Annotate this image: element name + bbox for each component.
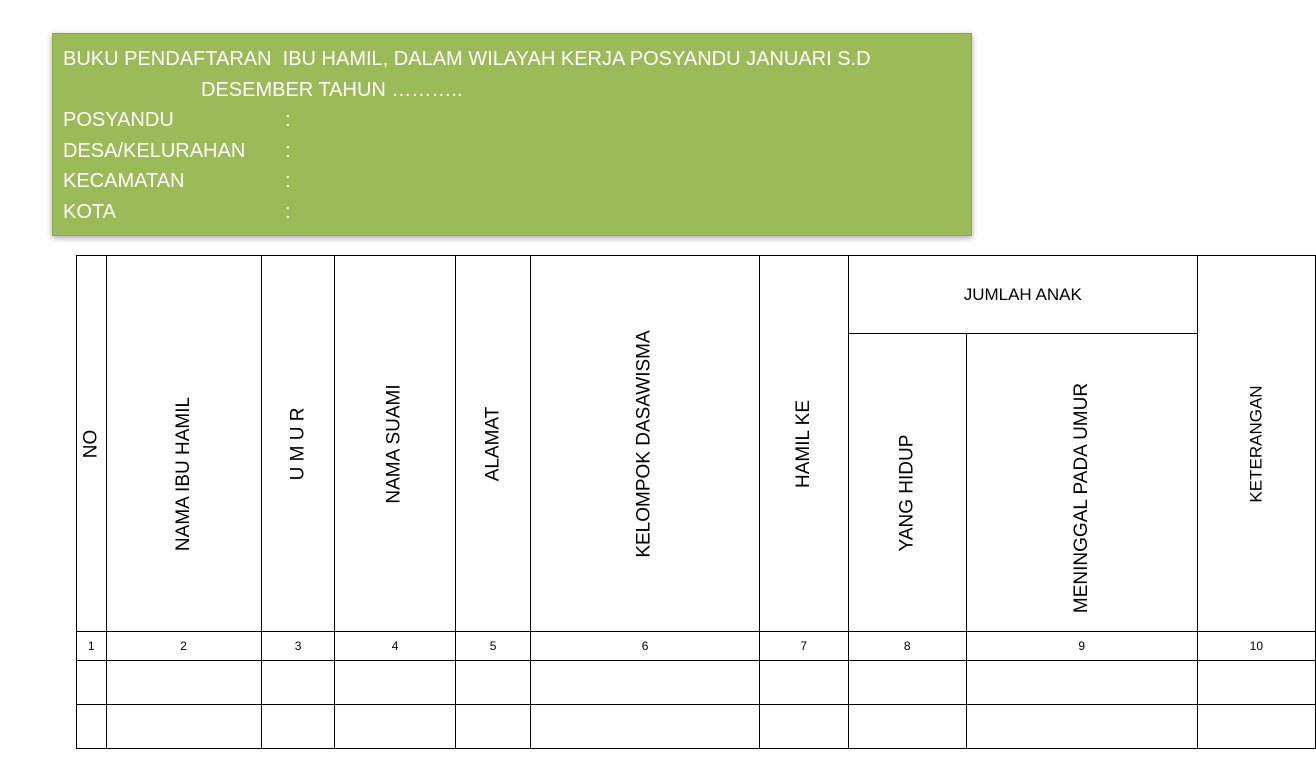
header-nama-ibu-hamil-label: NAMA IBU HAMIL	[172, 396, 194, 551]
table-cell	[531, 705, 759, 749]
field-label: POSYANDU	[63, 109, 174, 131]
table-cell	[759, 705, 848, 749]
table-cell	[759, 661, 848, 705]
header-hamil-ke	[759, 256, 848, 632]
table-cell	[261, 705, 335, 749]
header-no-label: NO	[80, 429, 102, 458]
table-cell	[106, 661, 261, 705]
column-number: 6	[531, 632, 759, 661]
column-number: 1	[77, 632, 107, 661]
column-number: 10	[1197, 632, 1315, 661]
table-cell	[531, 661, 759, 705]
header-no	[77, 256, 107, 632]
table-cell	[335, 661, 455, 705]
field-colon: :	[285, 109, 291, 131]
field-desa	[63, 136, 971, 167]
title-line-2: DESEMBER TAHUN ………..	[201, 78, 463, 101]
header-kelompok-dasawisma-label: KELOMPOK DASAWISMA	[634, 329, 656, 558]
table-row	[77, 661, 1316, 705]
field-label: DESA/KELURAHAN	[63, 139, 246, 162]
header-box	[52, 33, 972, 236]
header-umur-label: U M U R	[287, 407, 309, 480]
header-meninggal-pada-umur	[966, 334, 1197, 632]
table-cell	[1197, 705, 1315, 749]
field-colon: :	[285, 200, 291, 223]
header-kelompok-dasawisma	[531, 256, 759, 632]
table-cell	[966, 661, 1197, 705]
column-number-row	[77, 632, 1316, 661]
column-number: 7	[759, 632, 848, 661]
header-yang-hidup	[848, 334, 966, 632]
column-number: 8	[848, 632, 966, 661]
table-cell	[848, 661, 966, 705]
header-umur	[261, 256, 335, 632]
table-row	[77, 705, 1316, 749]
header-jumlah-anak: JUMLAH ANAK	[848, 256, 1197, 334]
table-cell	[77, 661, 107, 705]
header-nama-suami-label: NAMA SUAMI	[384, 383, 406, 504]
header-keterangan	[1197, 256, 1315, 632]
field-kecamatan	[63, 166, 971, 197]
header-nama-suami	[335, 256, 455, 632]
table-cell	[455, 705, 531, 749]
column-number: 3	[261, 632, 335, 661]
field-posyandu	[63, 105, 971, 136]
table-cell	[966, 705, 1197, 749]
column-number: 4	[335, 632, 455, 661]
table-cell	[261, 661, 335, 705]
field-colon: :	[285, 170, 291, 192]
header-keterangan-label: KETERANGAN	[1246, 384, 1266, 503]
table-cell	[455, 661, 531, 705]
header-alamat	[455, 256, 531, 632]
table-cell	[335, 705, 455, 749]
header-meninggal-label: MENINGGAL PADA UMUR	[1070, 382, 1092, 613]
header-yang-hidup-label: YANG HIDUP	[896, 434, 918, 552]
title-line-1: BUKU PENDAFTARAN IBU HAMIL, DALAM WILAYAH KERJA POSYANDU JANUARI S.D	[63, 48, 871, 70]
registration-table	[76, 255, 1316, 749]
column-number: 2	[106, 632, 261, 661]
header-alamat-label: ALAMAT	[482, 406, 504, 481]
table-cell	[106, 705, 261, 749]
field-kota	[63, 197, 971, 228]
table-cell	[77, 705, 107, 749]
column-number: 9	[966, 632, 1197, 661]
header-hamil-ke-label: HAMIL KE	[792, 399, 814, 488]
header-nama-ibu-hamil	[106, 256, 261, 632]
column-number: 5	[455, 632, 531, 661]
field-colon: :	[285, 139, 291, 162]
field-label: KOTA	[63, 200, 116, 223]
field-label: KECAMATAN	[63, 170, 185, 192]
table-cell	[848, 705, 966, 749]
table-cell	[1197, 661, 1315, 705]
